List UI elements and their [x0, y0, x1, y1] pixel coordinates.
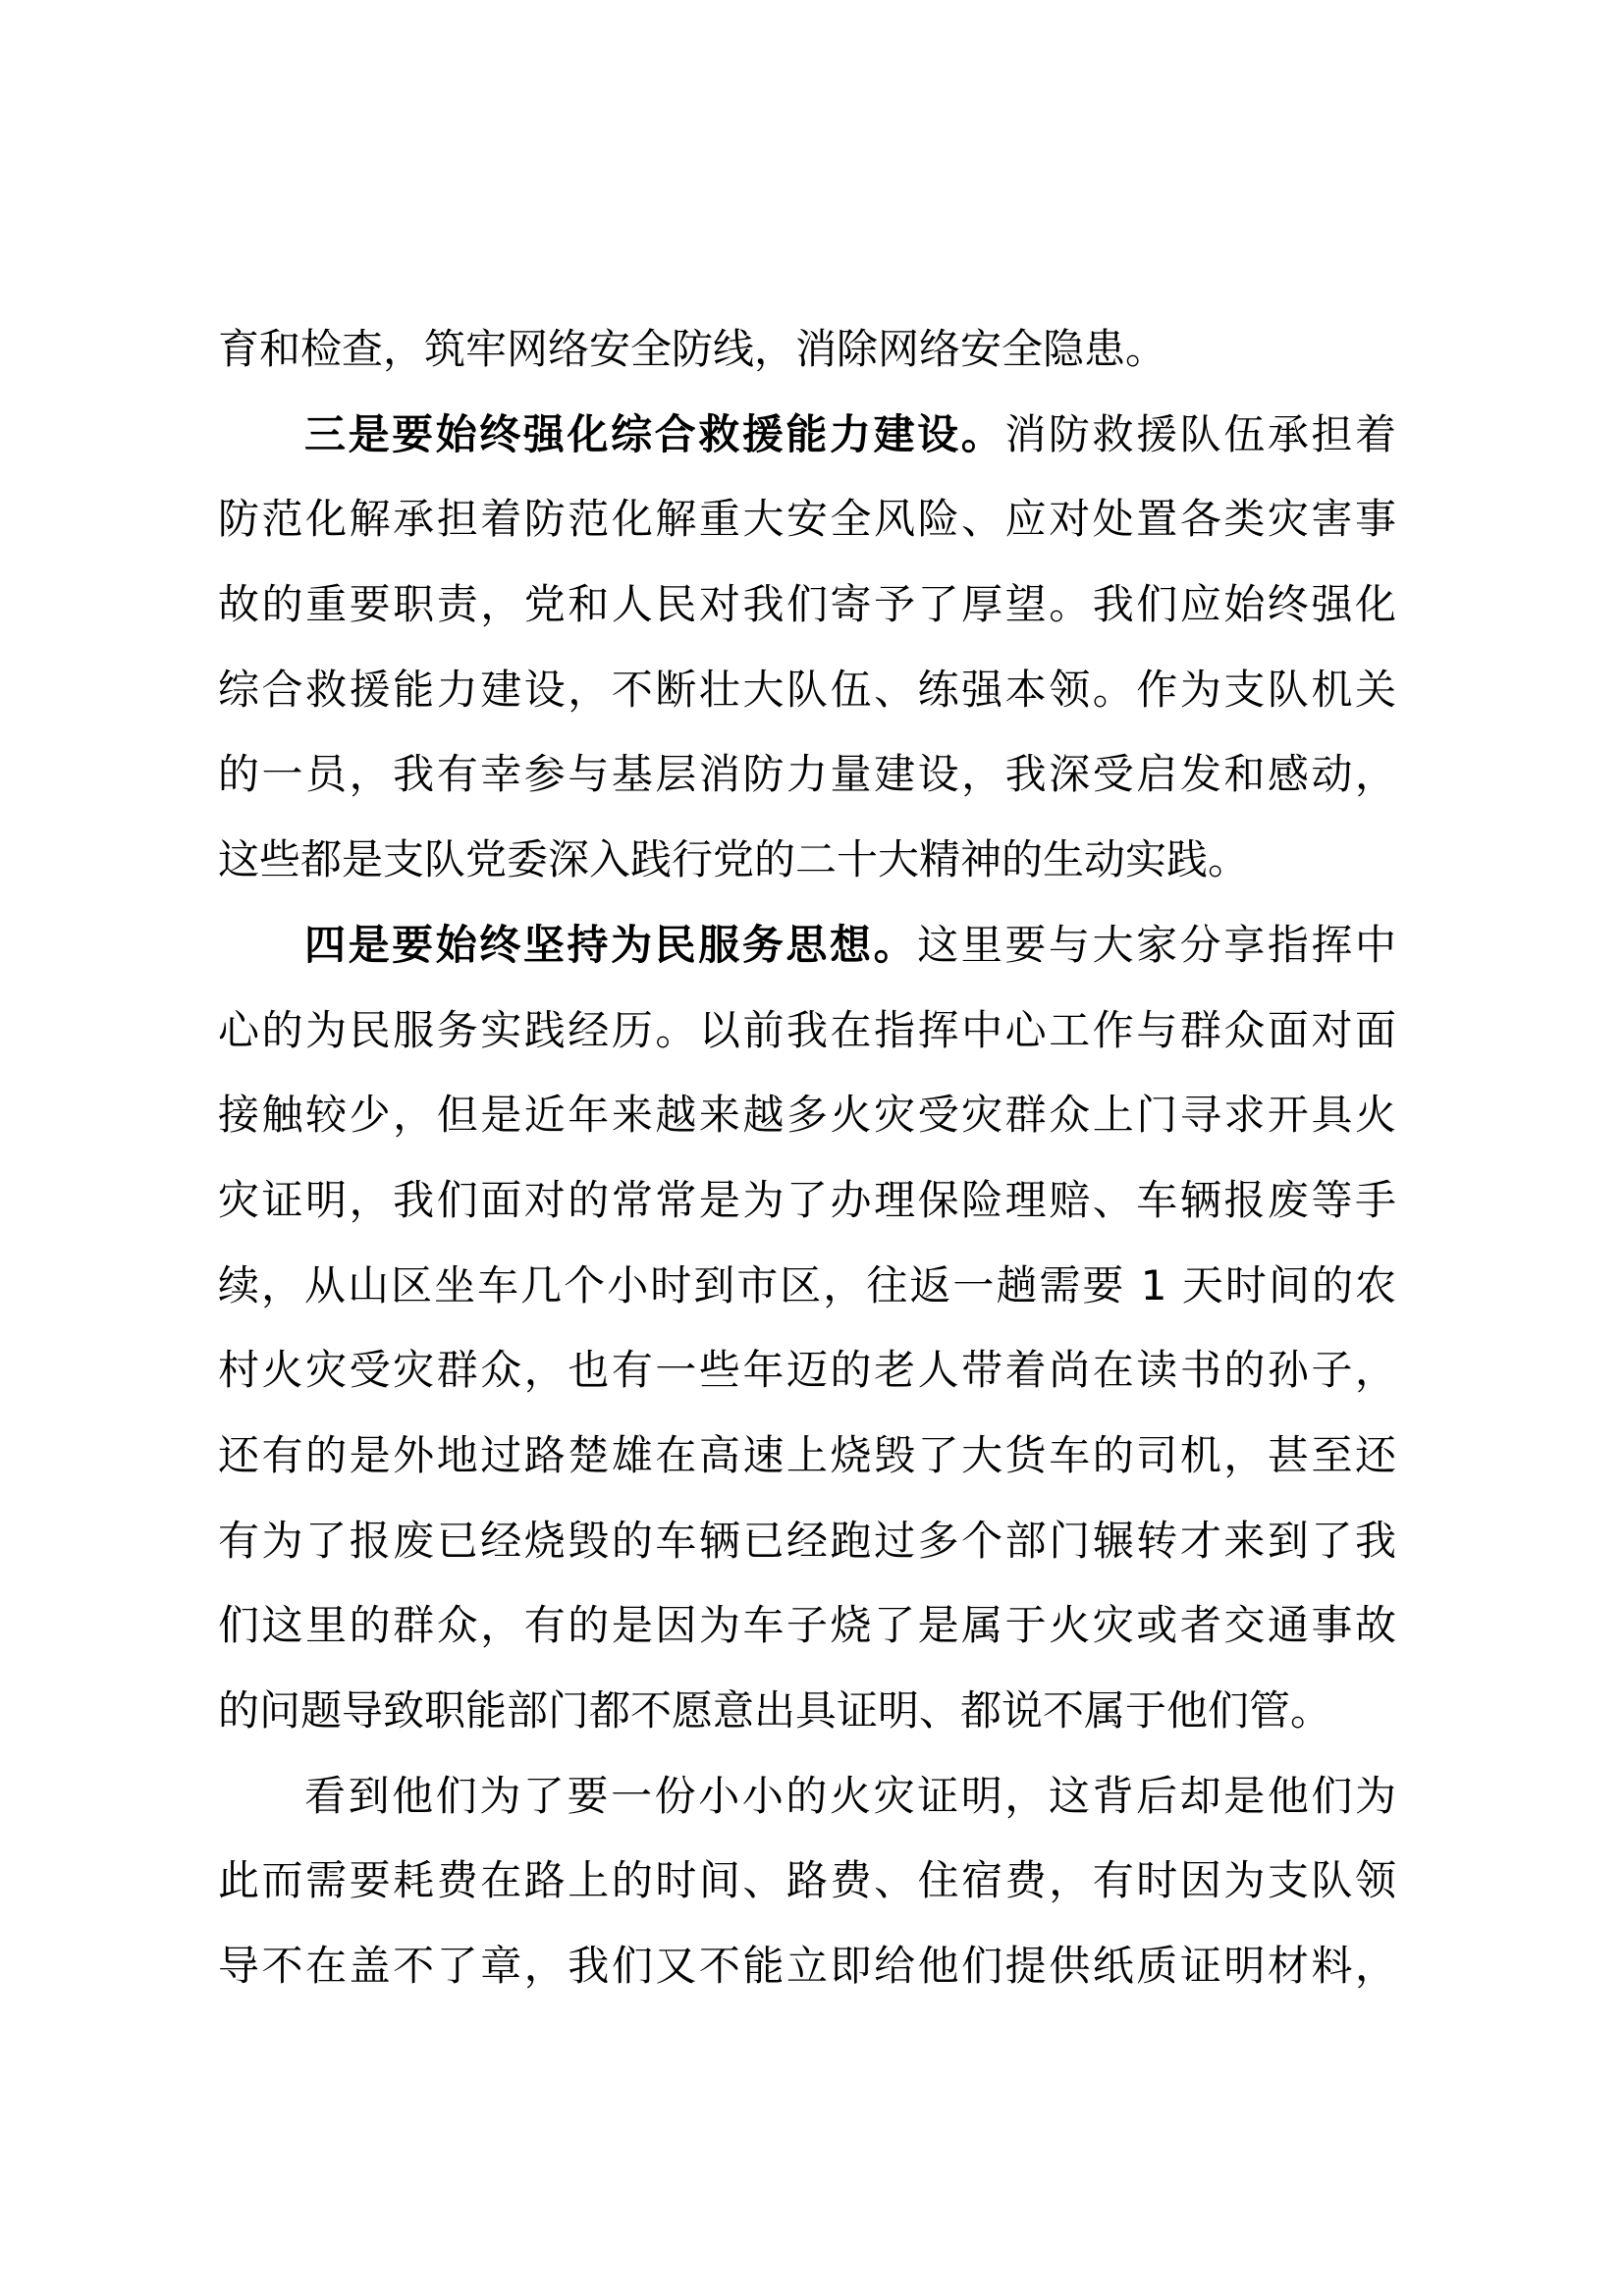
paragraph-line — [218, 1839, 1396, 1924]
paragraph-line — [218, 648, 1396, 733]
line-text: 此而需要耗费在路上的时间、路费、住宿费，有时因为支队领 — [218, 1856, 1396, 1905]
line-text: 有为了报废已经烧毁的车辆已经跑过多个部门辗转才来到了我 — [218, 1516, 1396, 1565]
paragraph-line — [218, 1754, 1396, 1840]
line-text: 灾证明，我们面对的常常是为了办理保险理赔、车辆报废等手 — [218, 1175, 1396, 1224]
line-text: 综合救援能力建设，不断壮大队伍、练强本领。作为支队机关 — [218, 665, 1396, 714]
line-text: 们这里的群众，有的是因为车子烧了是属于火灾或者交通事故 — [218, 1601, 1396, 1650]
line-text: 接触较少，但是近年来越来越多火灾受灾群众上门寻求开具火 — [218, 1091, 1396, 1140]
line-text: 这里要与大家分享指挥中 — [917, 920, 1396, 969]
line-text: 导不在盖不了章，我们又不能立即给他们提供纸质证明材料， — [218, 1942, 1396, 1991]
paragraph-line — [218, 818, 1396, 903]
line-text: 的问题导致职能部门都不愿意出具证明、都说不属于他们管。 — [218, 1686, 1332, 1735]
line-text: 心的为民服务实践经历。以前我在指挥中心工作与群众面对面 — [218, 1005, 1396, 1054]
line-text: 消防救援队伍承担着 — [1004, 409, 1396, 458]
paragraph-line — [218, 307, 1396, 393]
paragraph-line — [218, 1414, 1396, 1499]
paragraph-line — [218, 1158, 1396, 1244]
body-text — [218, 307, 1396, 2009]
line-text: 续，从山区坐车几个小时到市区，往返一趟需要 1 天时间的农 — [218, 1260, 1396, 1309]
line-text: 这些都是支队党委深入践行党的二十大精神的生动实践。 — [218, 835, 1250, 884]
paragraph-line — [218, 1499, 1396, 1584]
line-text: 村火灾受灾群众，也有一些年迈的老人带着尚在读书的孙子， — [218, 1346, 1396, 1395]
paragraph-heading-line — [218, 393, 1396, 478]
paragraph-line — [218, 562, 1396, 648]
line-text: 育和检查，筑牢网络安全防线，消除网络安全隐患。 — [218, 325, 1167, 373]
line-text: 故的重要职责，党和人民对我们寄予了厚望。我们应始终强化 — [218, 580, 1396, 629]
line-text: 的一员，我有幸参与基层消防力量建设，我深受启发和感动， — [218, 750, 1396, 799]
paragraph-line — [218, 1073, 1396, 1158]
paragraph-heading-line — [218, 903, 1396, 988]
paragraph-line — [218, 477, 1396, 562]
section-heading-4: 四是要始终坚持为民服务思想。 — [304, 920, 918, 969]
paragraph-line — [218, 1328, 1396, 1414]
paragraph-line — [218, 1924, 1396, 2009]
paragraph-line — [218, 1244, 1396, 1329]
line-text: 看到他们为了要一份小小的火灾证明，这背后却是他们为 — [304, 1771, 1396, 1820]
paragraph-line — [218, 1583, 1396, 1669]
paragraph-line — [218, 732, 1396, 818]
line-text: 防范化解承担着防范化解重大安全风险、应对处置各类灾害事 — [218, 495, 1396, 544]
paragraph-line — [218, 988, 1396, 1074]
line-text: 还有的是外地过路楚雄在高速上烧毁了大货车的司机，甚至还 — [218, 1430, 1396, 1479]
section-heading-3: 三是要始终强化综合救援能力建设。 — [304, 409, 1005, 458]
paragraph-line — [218, 1669, 1396, 1754]
